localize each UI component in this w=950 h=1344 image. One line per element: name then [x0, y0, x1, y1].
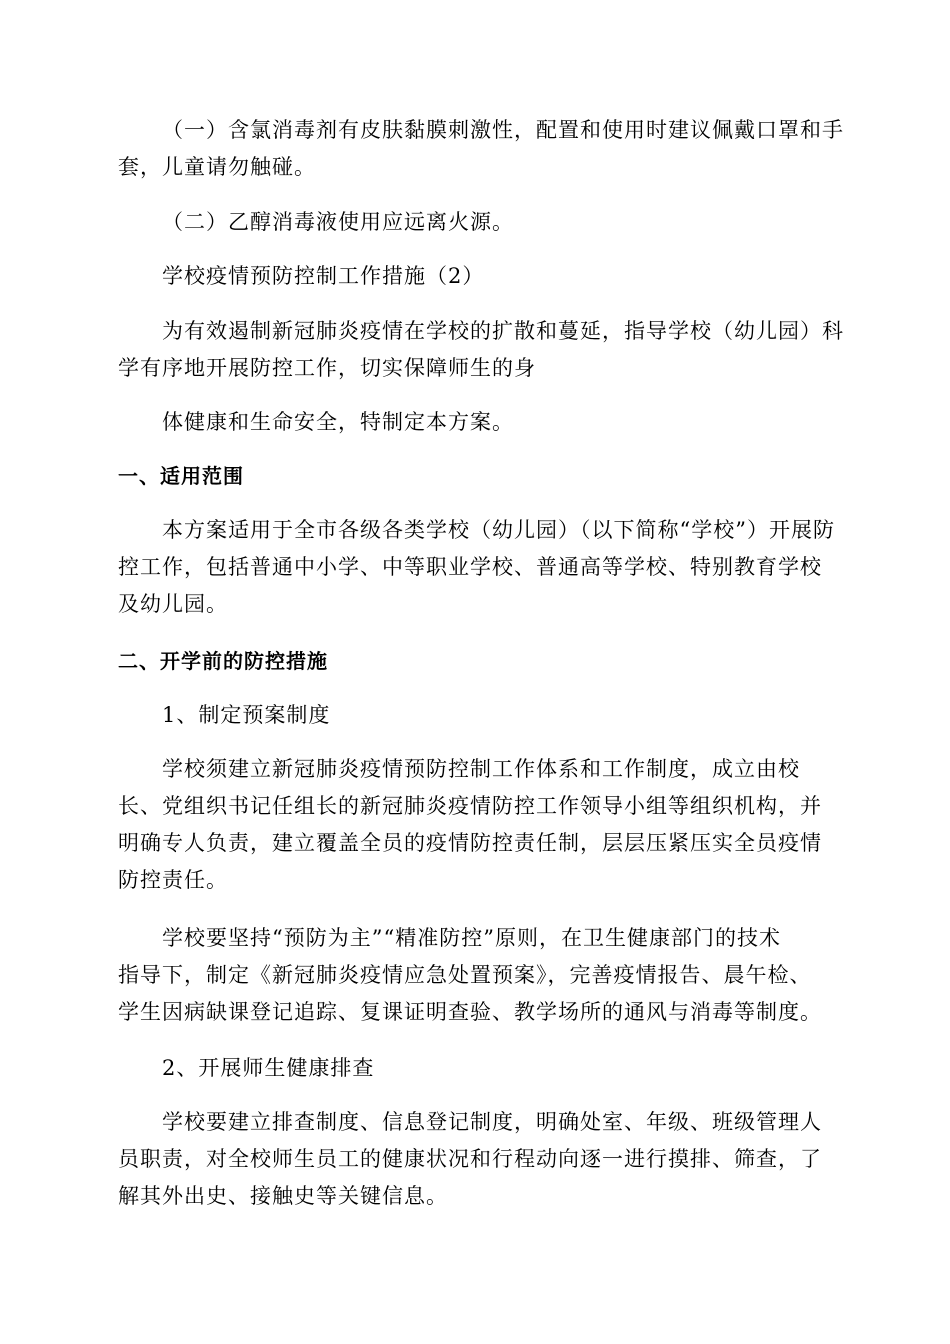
paragraph-prevention-principle: [118, 920, 834, 1031]
text-line: 学校要坚持“预防为主”“精准防控”原则，在卫生健康部门的技术: [162, 926, 781, 950]
text-line: 长、党组织书记任组长的新冠肺炎疫情防控工作领导小组等组织机构，并: [118, 794, 822, 818]
text-line: 解其外出史、接触史等关键信息。: [118, 1184, 448, 1208]
subheading-plan-system: [118, 697, 834, 734]
text-line: 及幼儿园。: [118, 592, 228, 616]
text-line: 学生因病缺课登记追踪、复课证明查验、教学场所的通风与消毒等制度。: [118, 1000, 822, 1024]
text-line: 学有序地开展防控工作，切实保障师生的身: [118, 356, 536, 380]
text-line: 学校疫情预防控制工作措施（2）: [162, 264, 485, 288]
text-line: 学校要建立排查制度、信息登记制度，明确处室、年级、班级管理人: [162, 1110, 822, 1134]
heading-scope: 一、适用范围: [118, 464, 244, 488]
text-line: 学校须建立新冠肺炎疫情预防控制工作体系和工作制度，成立由校: [162, 757, 800, 781]
paragraph-purpose-continued: [118, 404, 834, 441]
text-line: 体健康和生命安全，特制定本方案。: [162, 410, 514, 434]
paragraph-scope: [118, 512, 834, 623]
text-line: 明确专人负责，建立覆盖全员的疫情防控责任制，层层压紧压实全员疫情: [118, 831, 822, 855]
text-line: （二）乙醇消毒液使用应远离火源。: [162, 210, 514, 234]
paragraph-purpose: [118, 313, 844, 387]
text-line: 1、制定预案制度: [162, 703, 331, 727]
text-line: 防控责任。: [118, 868, 228, 892]
text-line: 员职责，对全校师生员工的健康状况和行程动向逐一进行摸排、筛查，了: [118, 1147, 822, 1171]
subheading-health-screening: [118, 1050, 834, 1087]
text-line: 控工作，包括普通中小学、中等职业学校、普通高等学校、特别教育学校: [118, 555, 822, 579]
paragraph-chlorine-disinfectant: [118, 112, 844, 186]
text-line: 为有效遏制新冠肺炎疫情在学校的扩散和蔓延，指导学校（幼儿园）科: [162, 319, 844, 343]
text-line: 2、开展师生健康排查: [162, 1056, 375, 1080]
paragraph-screening-system: [118, 1104, 834, 1215]
text-line: 套，儿童请勿触碰。: [118, 155, 316, 179]
paragraph-ethanol-disinfectant: [118, 204, 834, 241]
section-title-measures: [118, 258, 834, 295]
text-line: 本方案适用于全市各级各类学校（幼儿园）（以下简称“学校”）开展防: [162, 518, 835, 542]
paragraph-work-system: [118, 751, 834, 899]
text-line: 指导下，制定《新冠肺炎疫情应急处置预案》，完善疫情报告、晨午检、: [118, 963, 812, 987]
text-line: （一）含氯消毒剂有皮肤黏膜刺激性，配置和使用时建议佩戴口罩和手: [162, 118, 844, 142]
heading-pre-opening-measures: 二、开学前的防控措施: [118, 649, 328, 673]
